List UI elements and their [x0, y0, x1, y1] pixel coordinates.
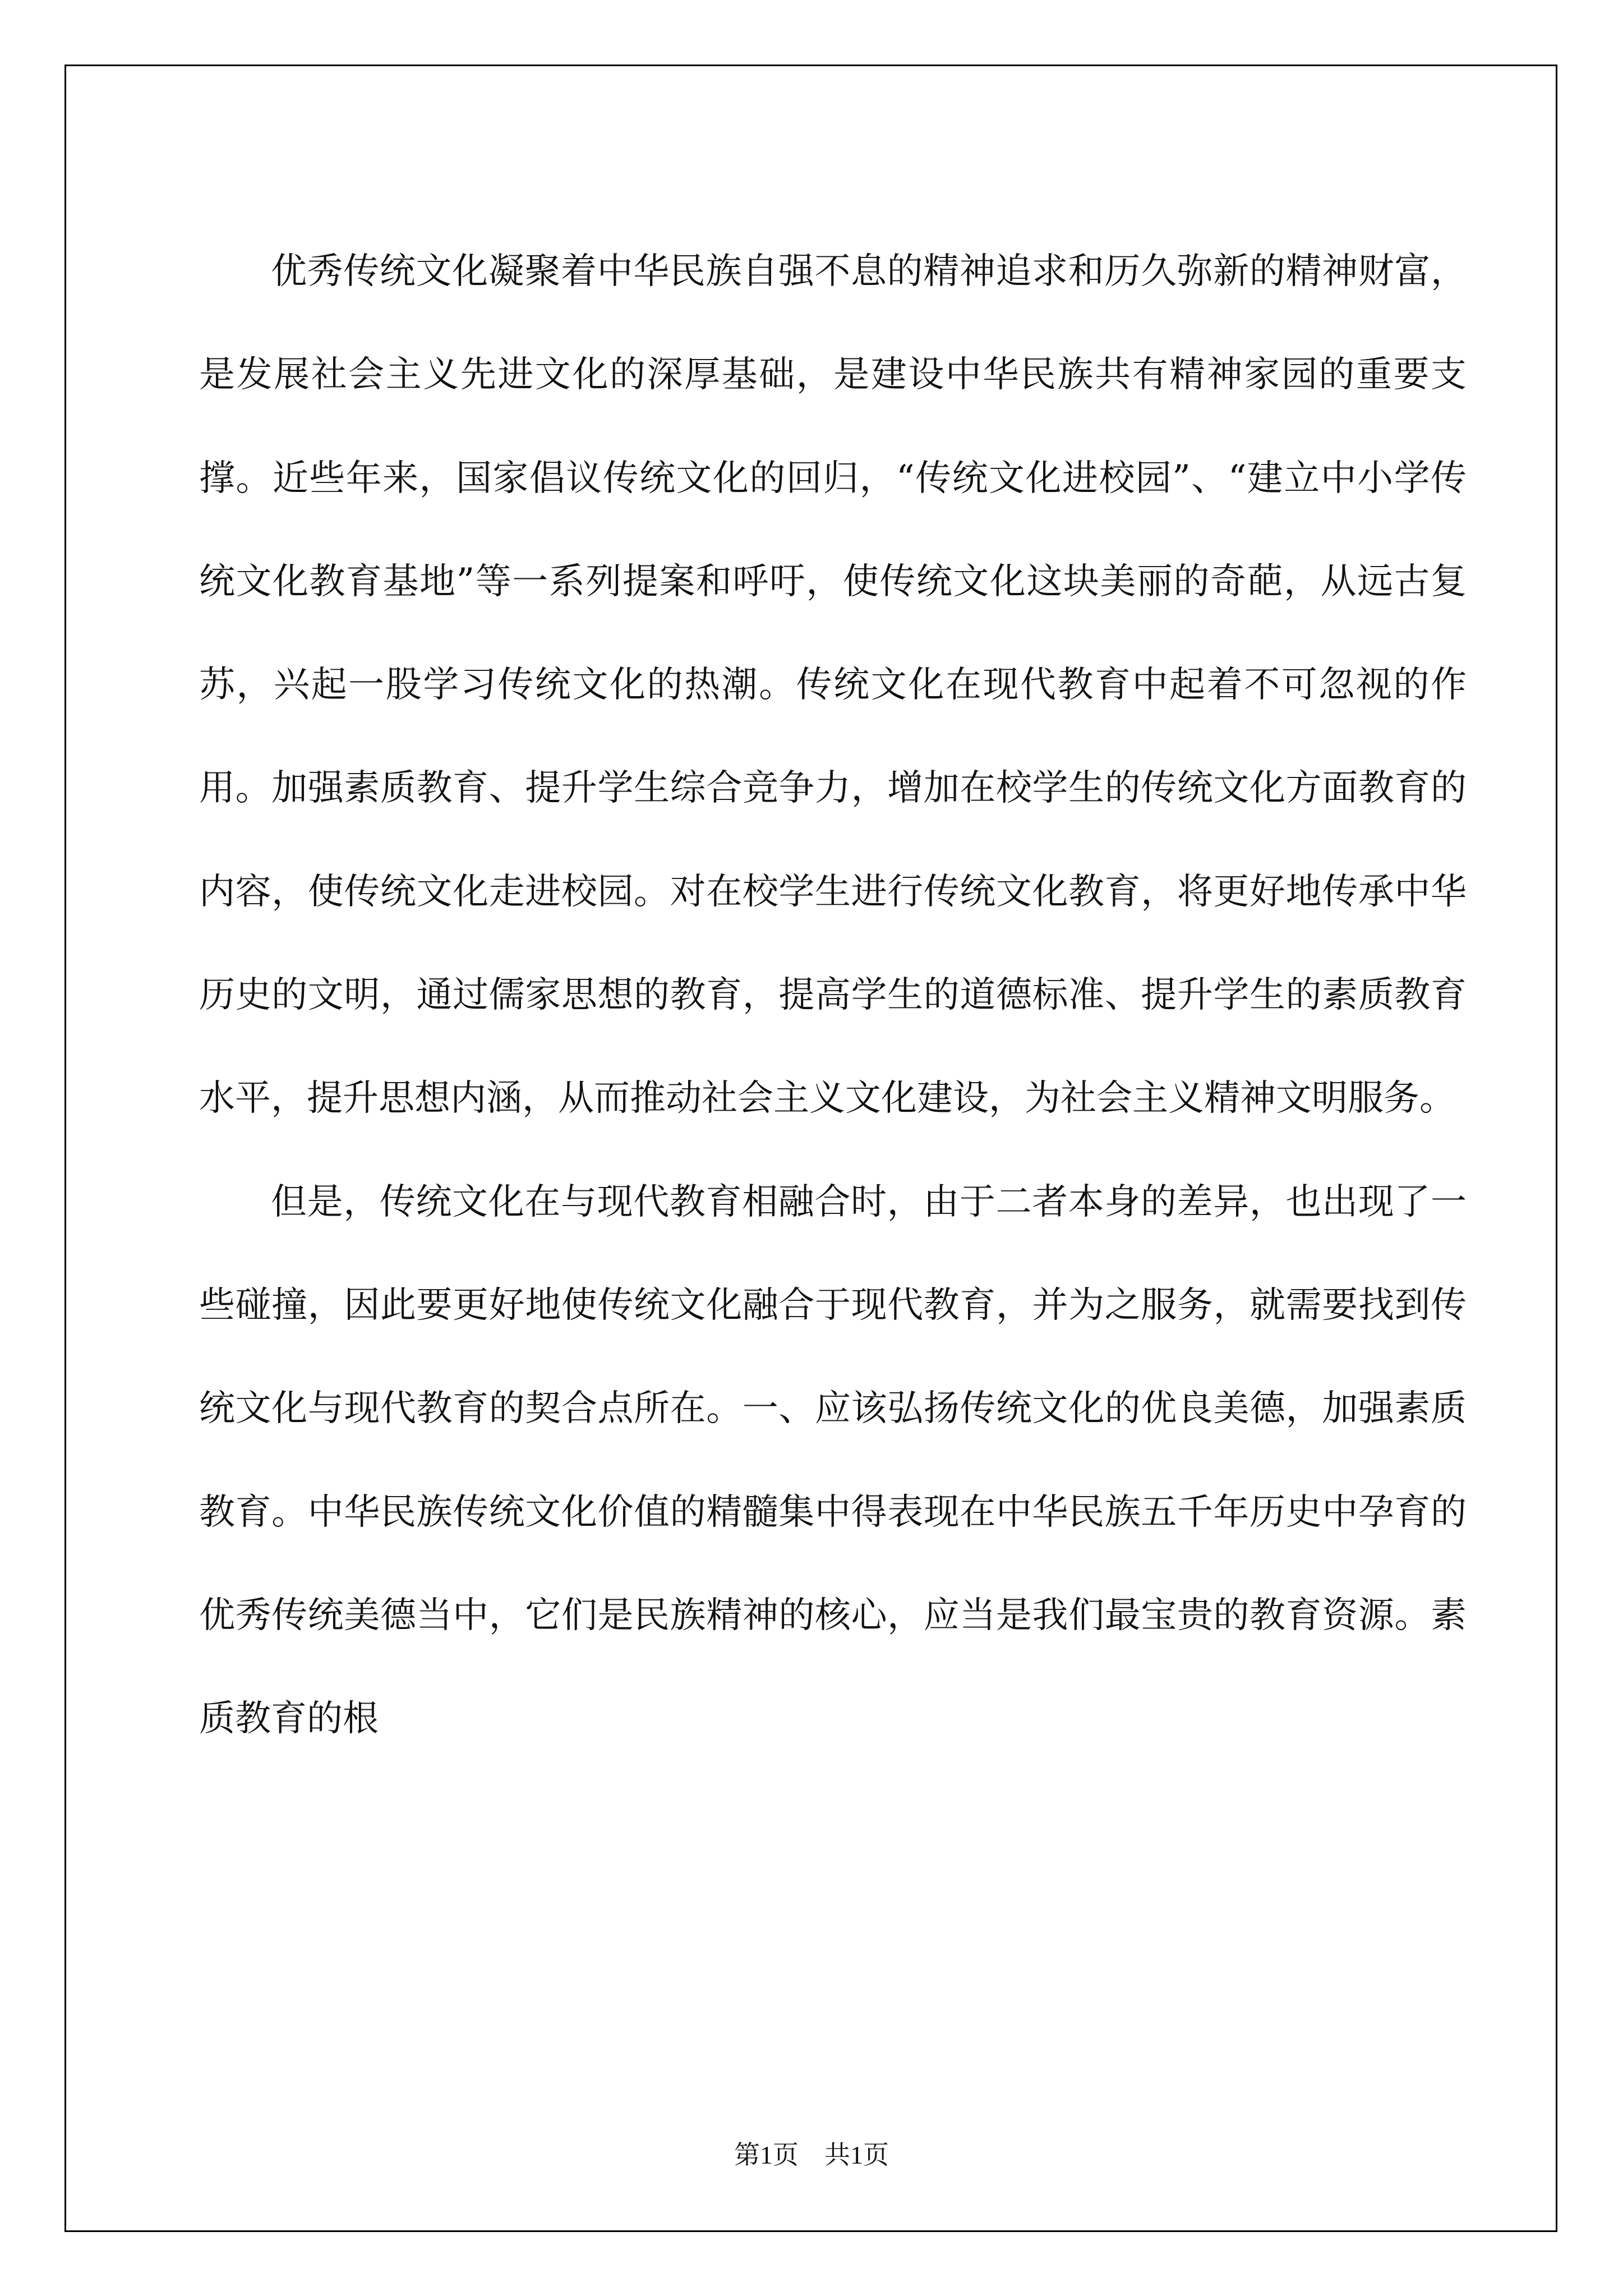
document-body	[199, 220, 1467, 1770]
page-total: 共1页	[824, 2141, 889, 2169]
page-footer	[0, 2138, 1623, 2172]
page-number: 第1页	[734, 2141, 799, 2169]
paragraph-1: 优秀传统文化凝聚着中华民族自强不息的精神追求和历久弥新的精神财富，是发展社会主义先进文化的深厚基础，是建设中华民族共有精神家园的重要支撑。近些年来，国家倡议传统文化的回归，“传统文化进校园”、“建立中小学传统文化教育基地”等一系列提案和呼吁，使传统文化这块美丽的奇葩，从远古复苏，兴起一股学习传统文化的热潮。传统文化在现代教育中起着不可忽视的作用。加强素质教育、提升学生综合竞争力，增加在校学生的传统文化方面教育的内容，使传统文化走进校园。对在校学生进行传统文化教育，将更好地传承中华历史的文明，通过儒家思想的教育，提高学生的道德标准、提升学生的素质教育水平，提升思想内涵，从而推动社会主义文化建设，为社会主义精神文明服务。	[199, 251, 1467, 1120]
paragraph-2: 但是，传统文化在与现代教育相融合时，由于二者本身的差异，也出现了一些碰撞，因此要更好地使传统文化融合于现代教育，并为之服务，就需要找到传统文化与现代教育的契合点所在。一、应该弘扬传统文化的优良美德，加强素质教育。中华民族传统文化价值的精髓集中得表现在中华民族五千年历史中孕育的优秀传统美德当中，它们是民族精神的核心，应当是我们最宝贵的教育资源。素质教育的根	[199, 1181, 1467, 1740]
